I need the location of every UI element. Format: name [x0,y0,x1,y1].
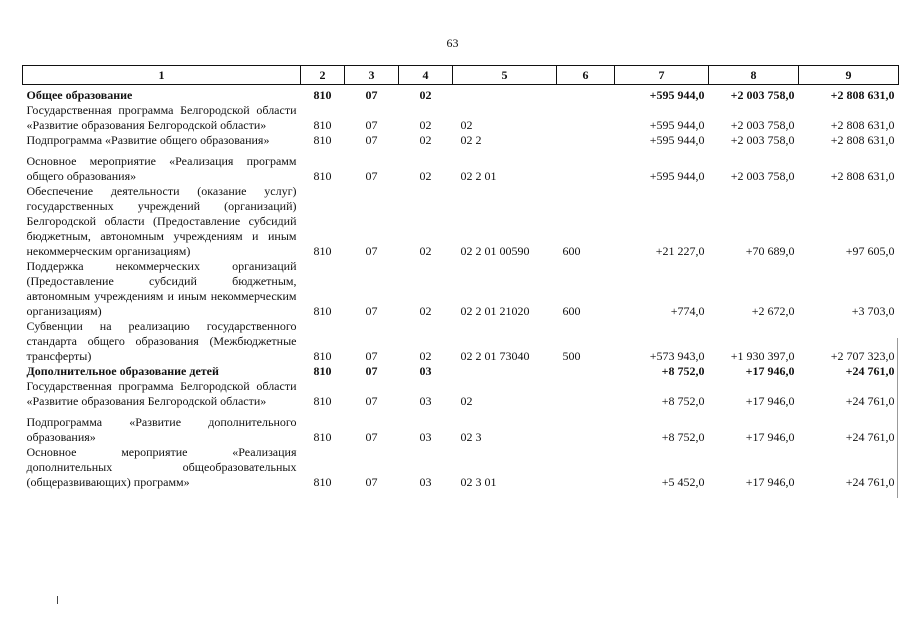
row-pr: 02 [419,244,432,258]
row-grbs: 810 [313,430,332,444]
row-value-1: +5 452,0 [661,475,705,489]
row-vr [557,133,615,148]
row-value-2: +17 946,0 [745,364,795,378]
row-vr [557,379,615,409]
row-name: Государственная программа Белгородской области «Развитие образования Белгородской области» [26,379,297,408]
row-pr: 03 [419,475,432,489]
row-csr: 02 2 01 73040 [460,349,530,363]
row-value-3: +3 703,0 [851,304,895,318]
row-rz: 07 [365,475,378,489]
row-name: Подпрограмма «Развитие общего образования» [26,133,270,147]
scan-mark [897,338,898,498]
row-rz: 07 [365,349,378,363]
row-rz: 07 [365,88,378,102]
row-value-2: +2 003 758,0 [730,118,795,132]
row-csr [453,85,557,104]
row-value-2: +17 946,0 [745,475,795,489]
row-name: Основное мероприятие «Реализация дополнительных общеобразовательных (общеразвивающих) программ» [26,445,297,489]
row-csr: 02 3 [460,430,482,444]
row-rz: 07 [365,133,378,147]
table-row [23,184,899,259]
table-row [23,85,899,104]
table-row [23,409,899,445]
header-col-3: 3 [345,66,399,85]
table-row [23,148,899,184]
row-name: Обеспечение деятельности (оказание услуг) государственных учреждений (организаций) Белгородской области (Предоставление субсидий бюджетным, автономным учреждениям и иным некоммерческим организациям) [26,184,297,258]
table-row [23,379,899,409]
row-value-1: +573 943,0 [649,349,705,363]
row-name: Основное мероприятие «Реализация программ общего образования» [26,154,297,183]
row-rz: 07 [365,430,378,444]
row-value-1: +21 227,0 [655,244,705,258]
row-value-1: +8 752,0 [661,430,705,444]
row-csr: 02 2 01 21020 [460,304,530,318]
row-value-3: +24 761,0 [845,394,895,408]
row-pr: 03 [419,430,432,444]
row-name: Подпрограмма «Развитие дополнительного образования» [26,415,297,444]
budget-table [22,65,899,490]
row-value-2: +2 003 758,0 [730,133,795,147]
row-vr [557,148,615,184]
table-row [23,445,899,490]
header-col-8: 8 [709,66,799,85]
header-col-4: 4 [399,66,453,85]
row-value-1: +8 752,0 [661,364,705,378]
row-value-1: +595 944,0 [649,118,705,132]
row-rz: 07 [365,244,378,258]
row-csr: 02 2 [460,133,482,147]
row-csr [453,364,557,379]
table-row [23,364,899,379]
row-value-3: +2 808 631,0 [830,118,895,132]
row-value-2: +1 930 397,0 [730,349,795,363]
row-grbs: 810 [313,169,332,183]
row-vr [557,409,615,445]
row-value-3: +2 707 323,0 [830,349,895,363]
row-pr: 03 [419,364,432,378]
row-vr [557,103,615,133]
table-body [23,85,899,491]
row-grbs: 810 [313,118,332,132]
row-csr: 02 [460,394,473,408]
row-grbs: 810 [313,364,332,378]
row-csr: 02 [460,118,473,132]
table-header [23,66,899,85]
row-grbs: 810 [313,394,332,408]
row-name: Дополнительное образование детей [26,364,219,378]
row-value-1: +595 944,0 [649,88,705,102]
row-csr: 02 2 01 [460,169,497,183]
row-rz: 07 [365,364,378,378]
row-grbs: 810 [313,244,332,258]
row-pr: 02 [419,169,432,183]
row-csr: 02 3 01 [460,475,497,489]
row-value-3: +24 761,0 [845,364,895,378]
row-csr: 02 2 01 00590 [460,244,530,258]
row-pr: 02 [419,349,432,363]
row-vr: 500 [562,349,581,363]
row-grbs: 810 [313,88,332,102]
row-value-2: +70 689,0 [745,244,795,258]
row-pr: 03 [419,394,432,408]
row-name: Государственная программа Белгородской области «Развитие образования Белгородской области» [26,103,297,132]
page-number: 63 [446,36,459,50]
scan-mark [57,596,58,604]
row-pr: 02 [419,118,432,132]
table-row [23,103,899,133]
header-col-2: 2 [301,66,345,85]
row-value-1: +595 944,0 [649,133,705,147]
row-vr [557,364,615,379]
row-value-2: +17 946,0 [745,394,795,408]
header-col-6: 6 [557,66,615,85]
row-grbs: 810 [313,349,332,363]
row-pr: 02 [419,133,432,147]
row-value-3: +24 761,0 [845,430,895,444]
row-vr: 600 [562,244,581,258]
row-vr: 600 [562,304,581,318]
table-row [23,133,899,148]
row-value-3: +2 808 631,0 [830,133,895,147]
row-value-1: +595 944,0 [649,169,705,183]
row-name: Субвенции на реализацию государственного стандарта общего образования (Межбюджетные трансферты) [26,319,297,363]
row-rz: 07 [365,304,378,318]
row-grbs: 810 [313,475,332,489]
row-name: Поддержка некоммерческих организаций (Предоставление субсидий бюджетным, автономным учреждениям и иным некоммерческим организациям) [26,259,297,318]
row-pr: 02 [419,88,432,102]
row-value-1: +774,0 [670,304,705,318]
row-value-2: +2 003 758,0 [730,88,795,102]
row-grbs: 810 [313,304,332,318]
row-rz: 07 [365,118,378,132]
budget-table-container [22,65,898,490]
header-col-7: 7 [615,66,709,85]
row-grbs: 810 [313,133,332,147]
row-value-2: +17 946,0 [745,430,795,444]
row-value-1: +8 752,0 [661,394,705,408]
row-value-2: +2 672,0 [751,304,795,318]
header-col-9: 9 [799,66,899,85]
header-row [23,66,899,85]
row-value-2: +2 003 758,0 [730,169,795,183]
table-row [23,259,899,319]
row-value-3: +2 808 631,0 [830,88,895,102]
header-col-1: 1 [23,66,301,85]
row-vr [557,445,615,490]
row-pr: 02 [419,304,432,318]
row-rz: 07 [365,394,378,408]
row-value-3: +24 761,0 [845,475,895,489]
table-row [23,319,899,364]
row-rz: 07 [365,169,378,183]
row-vr [557,85,615,104]
row-name: Общее образование [26,88,133,102]
header-col-5: 5 [453,66,557,85]
row-value-3: +2 808 631,0 [830,169,895,183]
row-value-3: +97 605,0 [845,244,895,258]
